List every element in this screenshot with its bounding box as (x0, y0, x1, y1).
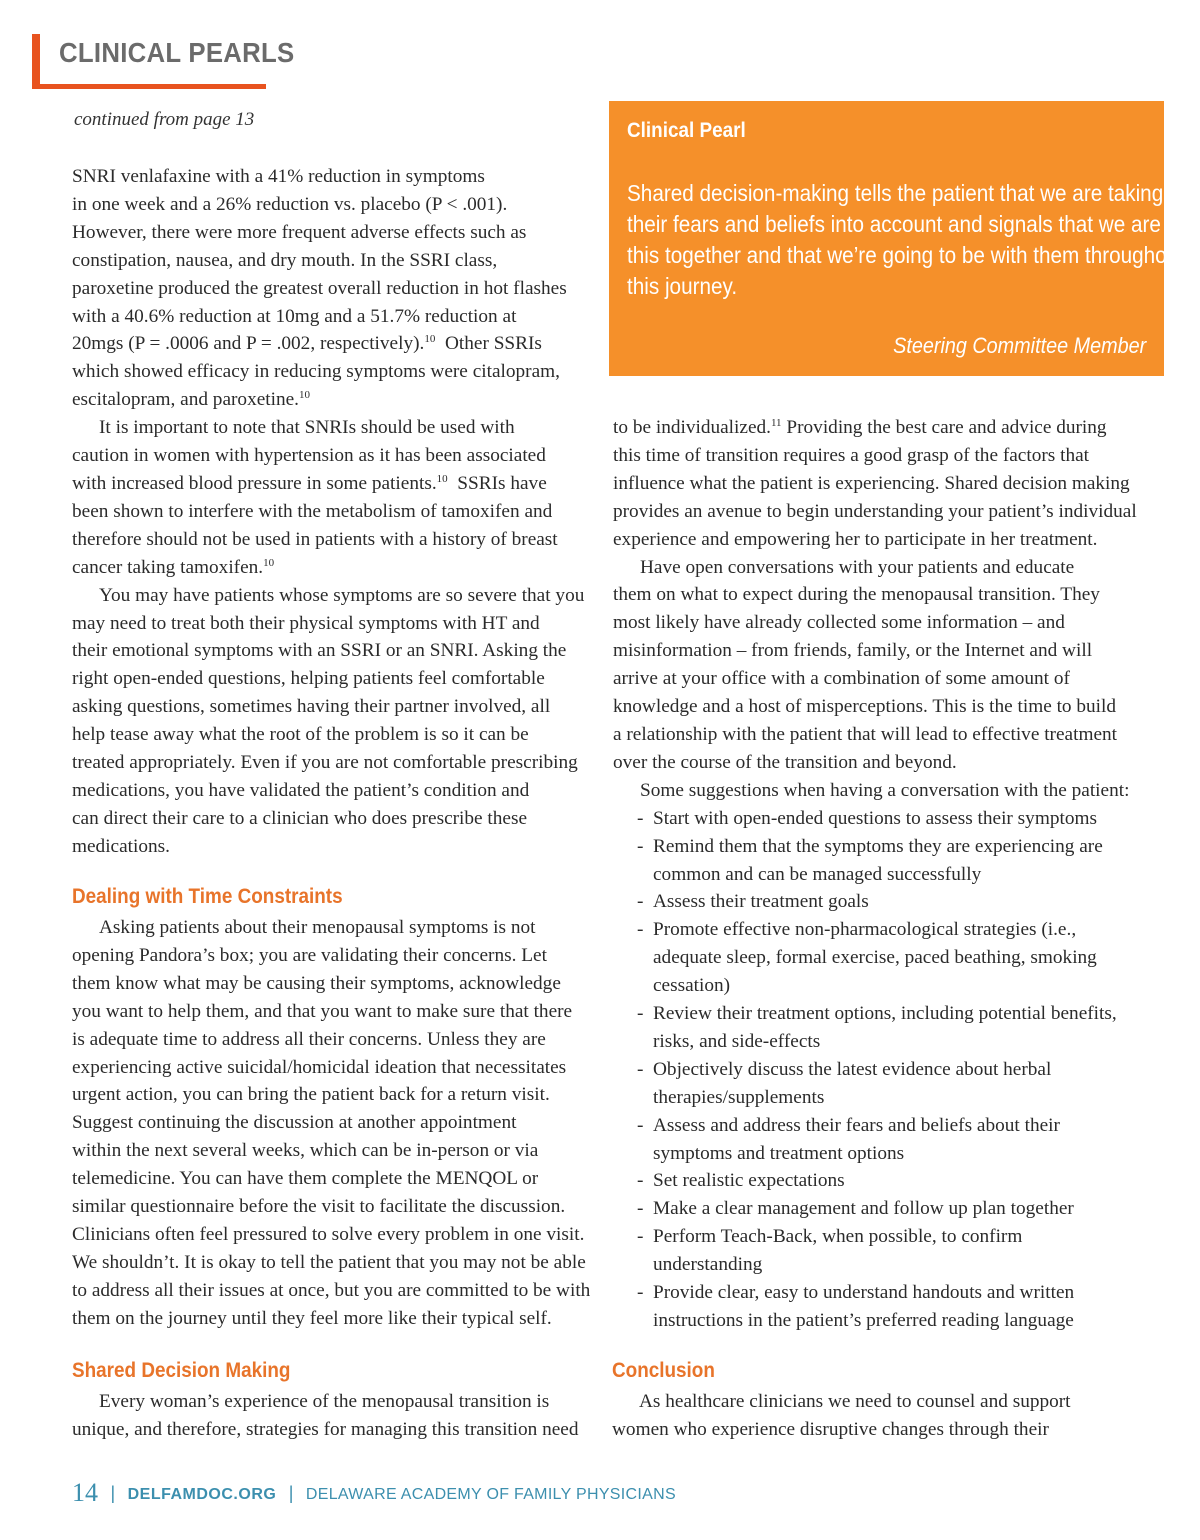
reference-marker: 10 (263, 556, 275, 569)
text-line: to address all their issues at once, but you are committed to be with (72, 1279, 591, 1301)
suggestions-intro: Some suggestions when having a conversation with the patient: (640, 779, 1130, 801)
right-column-conclusion (612, 1388, 1147, 1444)
list-item (613, 916, 1148, 944)
text-line: which showed efficacy in reducing symptoms were citalopram, (72, 361, 560, 383)
list-dash: - (637, 1282, 644, 1304)
text-span: with increased blood pressure in some patients. (72, 472, 437, 494)
list-item (613, 1056, 1148, 1084)
list-dash: - (637, 835, 644, 857)
text-line: caution in women with hypertension as it has been associated (72, 445, 546, 467)
list-item-text: understanding (653, 1254, 763, 1276)
page-footer (72, 1478, 676, 1508)
text-line: arrive at your office with a combination of some amount of (613, 668, 1070, 690)
text-line: asking questions, sometimes having their partner involved, all (72, 696, 551, 718)
list-item (613, 1195, 1148, 1223)
text-line: It is important to note that SNRIs should be used with (99, 417, 515, 439)
clinical-pearl-callout (609, 101, 1184, 376)
text-line: Every woman’s experience of the menopausal transition is (99, 1391, 550, 1412)
text-line: them know what may be causing their symptoms, acknowledge (72, 972, 561, 994)
text-line: may need to treat both their physical symptoms with HT and (72, 612, 540, 634)
text-span: SSRIs have (457, 472, 547, 494)
list-item-continuation (613, 861, 1148, 889)
section-title: CLINICAL PEARLS (59, 37, 295, 68)
text-line: telemedicine. You can have them complete the MENQOL or (72, 1168, 539, 1190)
text-line: a relationship with the patient that will lead to effective treatment (613, 723, 1117, 745)
list-item-text: Remind them that the symptoms they are experiencing are (653, 835, 1103, 857)
list-item-text: Assess their treatment goals (653, 891, 869, 913)
left-column-time-section (72, 914, 602, 1333)
continued-from-note: continued from page 13 (74, 109, 255, 130)
list-item-text: Promote effective non-pharmacological strategies (i.e., (653, 919, 1077, 941)
list-item-continuation (613, 1028, 1148, 1056)
list-item (613, 805, 1148, 833)
text-line (72, 554, 602, 582)
text-line: women who experience disruptive changes through their (612, 1418, 1049, 1440)
text-line: been shown to interfere with the metabolism of tamoxifen and (72, 500, 553, 522)
text-line (613, 414, 1148, 442)
section-accent-underline (32, 84, 266, 89)
text-line: right open-ended questions, helping patients feel comfortable (72, 668, 545, 690)
text-line: However, there were more frequent adverse effects such as (72, 221, 527, 243)
text-line: them on what to expect during the menopausal transition. They (613, 584, 1100, 606)
list-item-continuation (613, 972, 1148, 1000)
callout-quote (627, 178, 1184, 302)
list-item (613, 1112, 1148, 1140)
reference-marker: 10 (424, 333, 436, 346)
text-line (72, 386, 602, 414)
text-span: 20mgs (P = .0006 and P = .002, respectively). (72, 333, 425, 355)
heading-shared-decision-making: Shared Decision Making (72, 1359, 291, 1382)
list-dash: - (637, 919, 644, 941)
heading-time-constraints: Dealing with Time Constraints (72, 885, 343, 908)
reference-marker: 10 (299, 389, 310, 402)
list-item-text: Set realistic expectations (653, 1170, 845, 1192)
text-line: this time of transition requires a good grasp of the factors that (613, 444, 1090, 466)
quote-line: this together and that we’re going to be with them throughout (627, 242, 1184, 268)
quote-line: this journey. (627, 273, 738, 299)
text-line: with a 40.6% reduction at 10mg and a 51.7% reduction at (72, 305, 517, 327)
text-line: constipation, nausea, and dry mouth. In the SSRI class, (72, 249, 498, 271)
reference-marker: 10 (436, 472, 448, 485)
text-line: Have open conversations with your patients and educate (640, 556, 1075, 578)
text-line: As healthcare clinicians we need to counsel and support (639, 1391, 1071, 1412)
list-dash: - (637, 1198, 644, 1220)
text-line: Suggest continuing the discussion at another appointment (72, 1112, 517, 1134)
text-span: cancer taking tamoxifen. (72, 556, 264, 578)
list-item-text: adequate sleep, formal exercise, paced beathing, smoking (653, 947, 1097, 969)
text-line: medications. (72, 835, 170, 857)
text-line: experiencing active suicidal/homicidal ideation that necessitates (72, 1056, 567, 1078)
list-dash: - (637, 891, 644, 913)
footer-separator: | (288, 1483, 294, 1503)
list-item-text: therapies/supplements (653, 1086, 825, 1108)
text-line: knowledge and a host of misperceptions. This is the time to build (613, 696, 1117, 718)
text-span: Providing the best care and advice during (786, 417, 1107, 438)
text-line: influence what the patient is experiencing. Shared decision making (613, 472, 1130, 494)
text-line: medications, you have validated the patient’s condition and (72, 779, 530, 801)
text-line: in one week and a 26% reduction vs. placebo (P < .001). (72, 193, 508, 215)
text-line: unique, and therefore, strategies for managing this transition need (72, 1418, 579, 1440)
list-dash: - (637, 1114, 644, 1136)
text-line: You may have patients whose symptoms are so severe that you (99, 584, 585, 606)
list-item-text: instructions in the patient’s preferred reading language (653, 1310, 1074, 1331)
list-item-text: Perform Teach-Back, when possible, to confirm (653, 1226, 1023, 1248)
text-line: therefore should not be used in patients with a history of breast (72, 528, 558, 550)
list-item-text: Provide clear, easy to understand handouts and written (653, 1282, 1075, 1304)
list-item-text: common and can be managed successfully (653, 863, 982, 885)
list-dash: - (637, 1058, 644, 1080)
text-line: you want to help them, and that you want to make sure that there (72, 1000, 573, 1022)
text-line: similar questionnaire before the visit to facilitate the discussion. (72, 1196, 566, 1218)
list-item (613, 833, 1148, 861)
list-item-continuation (613, 1307, 1148, 1335)
list-item-text: Review their treatment options, including potential benefits, (653, 1003, 1117, 1025)
right-column (613, 414, 1148, 1335)
text-line (72, 470, 602, 498)
callout-title: Clinical Pearl (627, 119, 746, 142)
quote-line: Shared decision-making tells the patient that we are taking (627, 180, 1164, 206)
list-item-continuation (613, 1084, 1148, 1112)
text-line: can direct their care to a clinician who does prescribe these (72, 807, 528, 829)
list-item-continuation (613, 944, 1148, 972)
text-line: their emotional symptoms with an SSRI or an SNRI. Asking the (72, 640, 567, 662)
text-line (72, 330, 602, 358)
footer-organization: DELAWARE ACADEMY OF FAMILY PHYSICIANS (305, 1486, 676, 1503)
list-item-text: Objectively discuss the latest evidence about herbal (653, 1058, 1052, 1080)
suggestions-list (613, 805, 1148, 1335)
list-item (613, 1000, 1148, 1028)
text-line: paroxetine produced the greatest overall reduction in hot flashes (72, 277, 567, 299)
list-item (613, 1167, 1148, 1195)
list-item-text: Assess and address their fears and beliefs about their (653, 1114, 1060, 1136)
list-item-text: Make a clear management and follow up plan together (653, 1198, 1074, 1220)
section-accent-bar (32, 34, 40, 88)
list-item-continuation (613, 1140, 1148, 1168)
text-span: escitalopram, and paroxetine. (72, 389, 299, 411)
list-item-text: symptoms and treatment options (653, 1142, 905, 1164)
list-item (613, 1223, 1148, 1251)
text-span: Other SSRIs (444, 333, 542, 355)
list-item-continuation (613, 1251, 1148, 1279)
text-line: provides an avenue to begin understanding your patient’s individual (613, 500, 1137, 522)
text-line: within the next several weeks, which can be in-person or via (72, 1140, 539, 1162)
text-line: most likely have already collected some information – and (613, 612, 1065, 634)
left-column (72, 163, 602, 861)
text-line: Asking patients about their menopausal symptoms is not (99, 917, 536, 938)
heading-conclusion: Conclusion (612, 1359, 715, 1382)
left-column-shared-section (72, 1388, 602, 1444)
text-line: SNRI venlafaxine with a 41% reduction in symptoms (72, 166, 485, 187)
list-item (613, 1279, 1148, 1307)
list-dash: - (637, 1226, 644, 1248)
reference-marker: 11 (770, 417, 782, 429)
footer-website-link[interactable]: DELFAMDOC.ORG (127, 1486, 277, 1503)
quote-line: their fears and beliefs into account and signals that we are in (627, 211, 1183, 237)
text-line: help tease away what the root of the problem is so it can be (72, 724, 529, 746)
list-item-text: cessation) (653, 975, 731, 997)
text-line: is adequate time to address all their concerns. Unless they are (72, 1028, 546, 1050)
list-dash: - (637, 807, 644, 829)
text-line: Clinicians often feel pressured to solve every problem in one visit. (72, 1223, 585, 1245)
text-line: We shouldn’t. It is okay to tell the patient that you may not be able (72, 1251, 586, 1273)
list-dash: - (637, 1003, 644, 1025)
list-item-text: risks, and side-effects (653, 1030, 821, 1052)
page-number: 14 (72, 1478, 98, 1507)
callout-attribution: Steering Committee Member (892, 333, 1146, 358)
text-line: misinformation – from friends, family, or the Internet and will (613, 640, 1093, 662)
list-dash: - (637, 1170, 644, 1192)
text-line: over the course of the transition and beyond. (613, 751, 957, 773)
list-item (613, 888, 1148, 916)
list-item-text: Start with open-ended questions to assess their symptoms (653, 807, 1097, 829)
text-line: urgent action, you can bring the patient back for a return visit. (72, 1084, 550, 1106)
text-line: treated appropriately. Even if you are not comfortable prescribing (72, 752, 578, 774)
text-line: opening Pandora’s box; you are validating their concerns. Let (72, 944, 547, 966)
text-span: to be individualized. (613, 417, 771, 438)
footer-separator: | (110, 1483, 116, 1503)
text-line: them on the journey until they feel more like their typical self. (72, 1307, 552, 1329)
text-line: experience and empowering her to participate in her treatment. (613, 528, 1098, 550)
